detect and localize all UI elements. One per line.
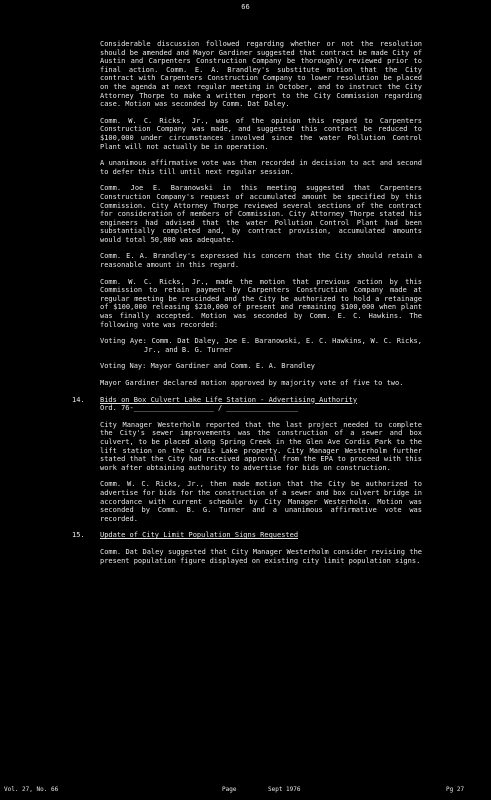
paragraph: Considerable discussion followed regarding whether or not the resolution should be amended and Mayor Gardiner suggested that contract be made City of Austin and Carpenters Construction Company be thoroughly reviewed prior to final action. Comm. E. A. Brandley's substitute motion that the City contract with Carpenters Construction Company to lower resolution be placed on the agenda at next regular meeting in October, and to instruct the City Attorney Thorpe to make a written report to the City Commission regarding case. Motion was seconded by Comm. Dat Daley. bbox=[100, 40, 422, 109]
paragraph: Comm. E. A. Brandley's expressed his concern that the City should retain a reasonable amount in this regard. bbox=[100, 252, 422, 270]
footer bbox=[0, 786, 491, 796]
document-body bbox=[72, 40, 422, 573]
item-detail: Ord. 76-___________________ / _________________ bbox=[100, 404, 299, 413]
item-number: 14. bbox=[72, 395, 85, 404]
voting-nays-label: Voting Nay: bbox=[100, 362, 147, 371]
footer-center: Sept 1976 bbox=[268, 786, 301, 793]
voting-nays-names: Mayor Gardiner and Comm. E. A. Brandley bbox=[150, 362, 315, 371]
paragraph: A unanimous affirmative vote was then recorded in decision to act and second to defer this till until next regular session. bbox=[100, 159, 422, 176]
voting-ayes-label: Voting Aye: bbox=[100, 337, 147, 346]
agenda-item-14 bbox=[72, 395, 422, 524]
paragraph: Comm. W. C. Ricks, Jr., made the motion that previous action by this Commission to retain payment by Carpenters Construction Company made at regular meeting be rescinded and the City be authorized to hold a retainage of $100,000 releasing $210,000 of present and remaining $100,000 when plant was finally accepted. Motion was seconded by Comm. E. C. Hawkins. The following vote was recorded: bbox=[100, 277, 422, 329]
voting-ayes bbox=[100, 337, 422, 354]
paragraph: Comm. Joe E. Baranowski in this meeting suggested that Carpenters Construction Company's request of accumulated amount be specified by this Commission. City Attorney Thorpe reviewed several sections of the contract for consideration of members of Commission. City Attorney Thorpe stated his engineers had advised that the water Pollution Control Plant had been substantially completed and, by contract provision, accumulated amounts would total 50,000 was adequate. bbox=[100, 184, 422, 244]
item-title: Update of City Limit Population Signs Requested bbox=[100, 531, 299, 540]
paragraph: Comm. Dat Daley suggested that City Manager Westerholm consider revising the present population figure displayed on existing city limit population signs. bbox=[100, 547, 422, 565]
vote-result: Mayor Gardiner declared motion approved by majority vote of five to two. bbox=[100, 379, 404, 387]
item-number: 15. bbox=[72, 531, 85, 540]
agenda-item-15 bbox=[72, 531, 422, 565]
page-number: 66 bbox=[241, 3, 250, 11]
voting-nays bbox=[100, 362, 422, 371]
footer-left: Vol. 27, No. 66 bbox=[4, 786, 59, 793]
paragraph: City Manager Westerholm reported that the last project needed to complete the City's sewer improvements was the construction of a sewer and box culvert, to be placed along Spring Creek in the Glen Ave Cordis Park to the lift station on the Cordis Lake property. City Manager Westerholm further stated that the City had received approval from the EPA to proceed with this work after obtaining authority to advertise for bids on construction. bbox=[100, 420, 422, 472]
item-title: Bids on Box Culvert Lake Life Station - Advertising Authority bbox=[100, 395, 358, 404]
paragraph: Comm. W. C. Ricks, Jr., then made motion that the City be authorized to advertise for bids for the construction of a sewer and box culvert bridge in accordance with current schedule by City Manager Westerholm. Motion was seconded by Comm. B. G. Turner and a unanimous affirmative vote was recorded. bbox=[100, 480, 422, 523]
footer-right: Pg 27 bbox=[446, 786, 465, 793]
voting-ayes-names: Comm. Dat Daley, Joe E. Baranowski, E. C. Hawkins, W. C. Ricks, Jr., and B. G. Turner bbox=[144, 337, 422, 354]
footer-center-left: Page bbox=[222, 786, 237, 793]
paragraph: Comm. W. C. Ricks, Jr., was of the opinion this regard to Carpenters Construction Company was made, and suggested this contract be reduced to $100,000 under circumstances involved since the water Pollution Control Plant will not actually be in operation. bbox=[100, 116, 422, 151]
